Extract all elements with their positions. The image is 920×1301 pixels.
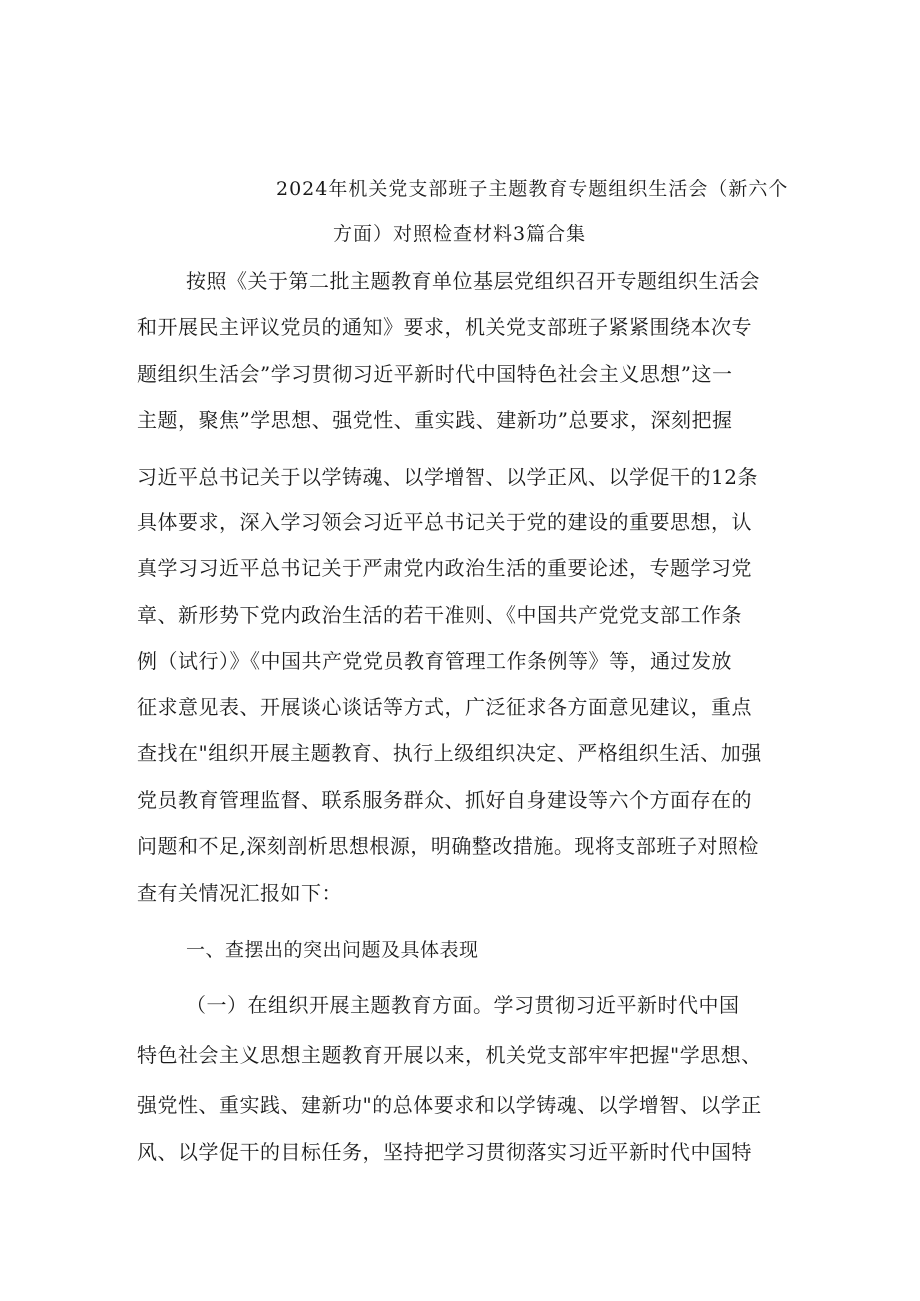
paragraph-line: 题组织生活会”学习贯彻习近平新时代中国特色社会主义思想”这一 [137, 362, 733, 386]
paragraph-line: 具体要求，深入学习领会习近平总书记关于党的建设的重要思想，认 [137, 510, 752, 534]
paragraph-line: 习近平总书记关于以学铸魂、以学增智、以学正风、以学促干的12条 [137, 465, 758, 489]
paragraph-line: 章、新形势下党内政治生活的若干准则、《中国共产党党支部工作条 [137, 603, 742, 627]
paragraph-line: 查有关情况汇报如下： [137, 881, 342, 905]
paragraph-line: 特色社会主义思想主题教育开展以来，机关党支部牢牢把握"学思想、 [137, 1043, 762, 1067]
paragraph-line: 真学习习近平总书记关于严肃党内政治生活的重要论述，专题学习党 [137, 556, 752, 580]
paragraph-line: 党员教育管理监督、联系服务群众、抓好自身建设等六个方面存在的 [137, 788, 752, 812]
paragraph-line: 例（试行）》《中国共产党党员教育管理工作条例等》等，通过发放 [137, 649, 732, 673]
section-heading: 一、查摆出的突出问题及具体表现 [186, 939, 479, 961]
paragraph-line: 征求意见表、开展谈心谈话等方式，广泛征求各方面意见建议，重点 [137, 695, 752, 719]
paragraph-line: （一）在组织开展主题教育方面。学习贯彻习近平新时代中国 [186, 993, 740, 1017]
paragraph-line: 主题，聚焦”学思想、强党性、重实践、建新功”总要求，深刻把握 [137, 408, 733, 432]
paragraph-line: 强党性、重实践、建新功"的总体要求和以学铸魂、以学增智、以学正 [137, 1093, 762, 1117]
document-title-line-1: 2024年机关党支部班子主题教育专题组织生活会（新六个 [276, 178, 789, 200]
paragraph-line: 问题和不足,深刻剖析思想根源，明确整改措施。现将支部班子对照检 [137, 834, 759, 858]
paragraph-line: 查找在"组织开展主题教育、执行上级组织决定、严格组织生活、加强 [137, 741, 762, 765]
document-title-line-2: 方面）对照检查材料3篇合集 [333, 223, 587, 245]
paragraph-line: 按照《关于第二批主题教育单位基层党组织召开专题组织生活会 [186, 269, 760, 293]
paragraph-line: 风、以学促干的目标任务，坚持把学习贯彻落实习近平新时代中国特 [137, 1140, 752, 1164]
paragraph-line: 和开展民主评议党员的通知》要求，机关党支部班子紧紧围绕本次专 [137, 315, 752, 339]
